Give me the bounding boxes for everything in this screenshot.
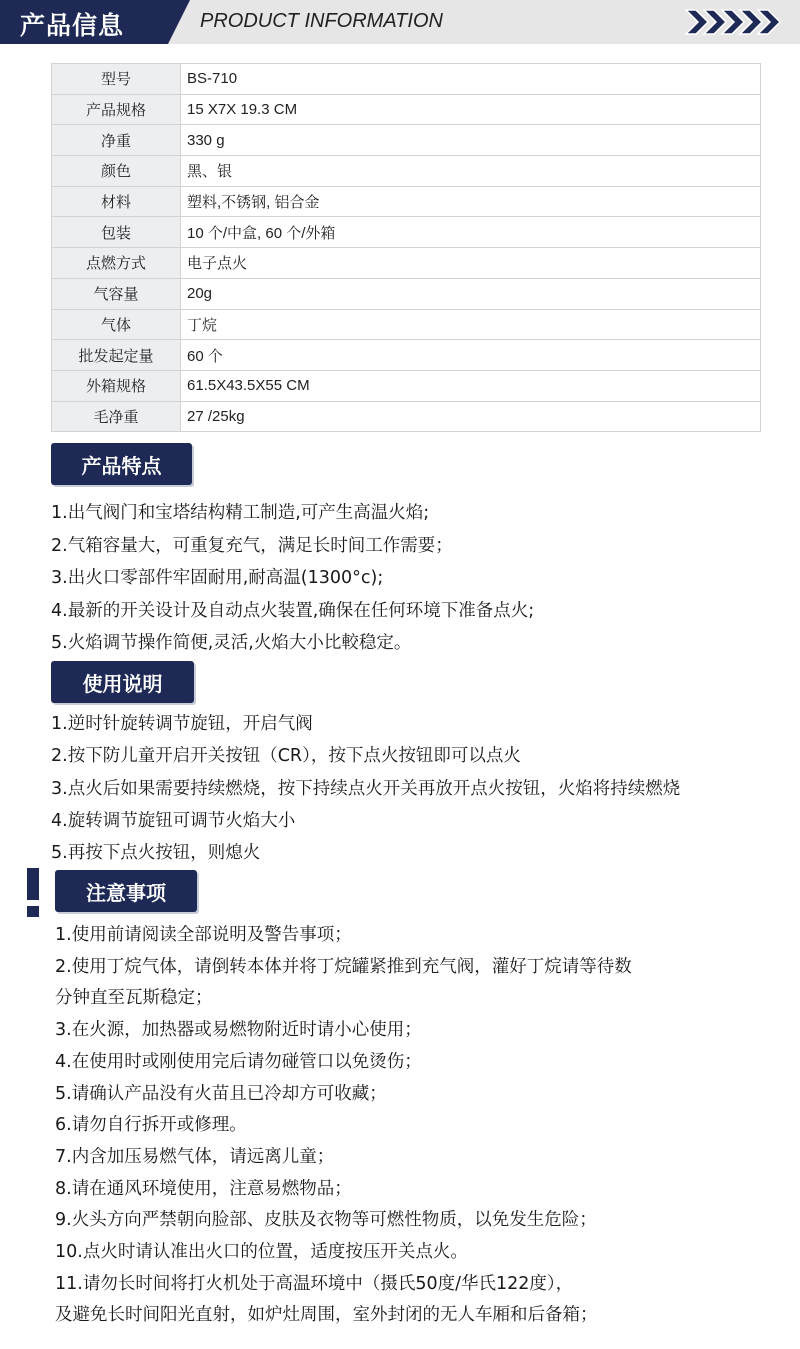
spec-row — [52, 248, 761, 279]
spec-row — [52, 125, 761, 156]
spec-key: 颜色 — [52, 156, 181, 187]
spec-key: 净重 — [52, 125, 181, 156]
spec-row — [52, 64, 761, 95]
list-item: 4.在使用时或刚使用完后请勿碰管口以免烫伤； — [55, 1051, 422, 1072]
spec-key: 批发起定量 — [52, 340, 181, 371]
features-heading: 产品特点 — [51, 443, 192, 485]
list-item: 1.出气阀门和宝塔结构精工制造,可产生高温火焰; — [51, 503, 430, 523]
spec-value: 塑料,不锈钢, 铝合金 — [181, 186, 761, 217]
spec-value: 15 X7X 19.3 CM — [181, 94, 761, 125]
spec-row — [52, 94, 761, 125]
usage-list — [51, 708, 680, 869]
list-item: 5.再按下点火按钮，则熄火 — [51, 843, 261, 864]
header-title: 产品信息 — [20, 11, 125, 40]
list-item: 3.出火口零部件牢固耐用,耐高温(1300°c); — [51, 568, 384, 588]
spec-key: 型号 — [52, 64, 181, 95]
list-item: 5.请确认产品没有火苗且已冷却方可收藏； — [55, 1083, 387, 1104]
list-item: 3.在火源，加热器或易燃物附近时请小心使用； — [55, 1020, 422, 1041]
list-item: 8.请在通风环境使用，注意易燃物品； — [55, 1178, 352, 1199]
list-item: 7.内含加压易燃气体，请远离儿童； — [55, 1146, 335, 1167]
header-subtitle: PRODUCT INFORMATION — [200, 10, 443, 32]
features-list — [51, 497, 534, 660]
list-item: 4.最新的开关设计及自动点火装置,确保在任何环境下准备点火; — [51, 600, 535, 621]
usage-heading: 使用说明 — [51, 661, 194, 703]
list-item: 2.按下防儿童开启开关按钮（CR），按下点火按钮即可以点火 — [51, 746, 521, 767]
spec-value: 黑、银 — [181, 156, 761, 187]
spec-row — [52, 309, 761, 340]
spec-value: 27 /25kg — [181, 401, 761, 432]
spec-row — [52, 370, 761, 401]
notes-heading: 注意事项 — [55, 870, 197, 912]
list-item: 分钟直至瓦斯稳定； — [55, 988, 213, 1009]
spec-key: 气容量 — [52, 278, 181, 309]
list-item: 2.气箱容量大，可重复充气，满足长时间工作需要； — [51, 535, 453, 556]
list-item: 9.火头方向严禁朝向脸部、皮肤及衣物等可燃性物质，以免发生危险； — [55, 1210, 597, 1231]
spec-row — [52, 156, 761, 187]
spec-value: 丁烷 — [181, 309, 761, 340]
spec-key: 气体 — [52, 309, 181, 340]
list-item: 11.请勿长时间将打火机处于高温环境中（摄氏50度/华氏122度）， — [55, 1273, 574, 1294]
spec-value: 20g — [181, 278, 761, 309]
spec-key: 点燃方式 — [52, 248, 181, 279]
spec-row — [52, 186, 761, 217]
spec-row — [52, 340, 761, 371]
list-item: 4.旋转调节旋钮可调节火焰大小 — [51, 810, 296, 831]
spec-key: 产品规格 — [52, 94, 181, 125]
list-item: 10.点火时请认准出火口的位置，适度按压开关点火。 — [55, 1242, 468, 1263]
spec-key: 毛净重 — [52, 401, 181, 432]
spec-value: 10 个/中盒, 60 个/外箱 — [181, 217, 761, 248]
chevrons-icon — [684, 8, 784, 36]
spec-row — [52, 217, 761, 248]
spec-value: 电子点火 — [181, 248, 761, 279]
notes-list — [55, 920, 632, 1332]
list-item: 及避免长时间阳光直射，如炉灶周围，室外封闭的无人车厢和后备箱； — [55, 1305, 598, 1326]
spec-value: 60 个 — [181, 340, 761, 371]
spec-key: 包装 — [52, 217, 181, 248]
spec-value: 61.5X43.5X55 CM — [181, 370, 761, 401]
list-item: 6.请勿自行拆开或修理。 — [55, 1115, 247, 1136]
spec-table — [51, 63, 761, 432]
spec-row — [52, 278, 761, 309]
spec-row — [52, 401, 761, 432]
list-item: 1.逆时针旋转调节旋钮，开启气阀 — [51, 714, 313, 734]
list-item: 2.使用丁烷气体，请倒转本体并将丁烷罐紧推到充气阀，灌好丁烷请等待数 — [55, 956, 632, 977]
list-item: 5.火焰调节操作简便,灵活,火焰大小比較稳定。 — [51, 633, 412, 653]
list-item: 1.使用前请阅读全部说明及警告事项； — [55, 925, 352, 945]
spec-value: 330 g — [181, 125, 761, 156]
list-item: 3.点火后如果需要持续燃烧，按下持续点火开关再放开点火按钮，火焰将持续燃烧 — [51, 778, 681, 799]
spec-key: 材料 — [52, 186, 181, 217]
warning-exclamation-icon — [24, 868, 42, 918]
spec-key: 外箱规格 — [52, 370, 181, 401]
spec-value: BS-710 — [181, 64, 761, 95]
